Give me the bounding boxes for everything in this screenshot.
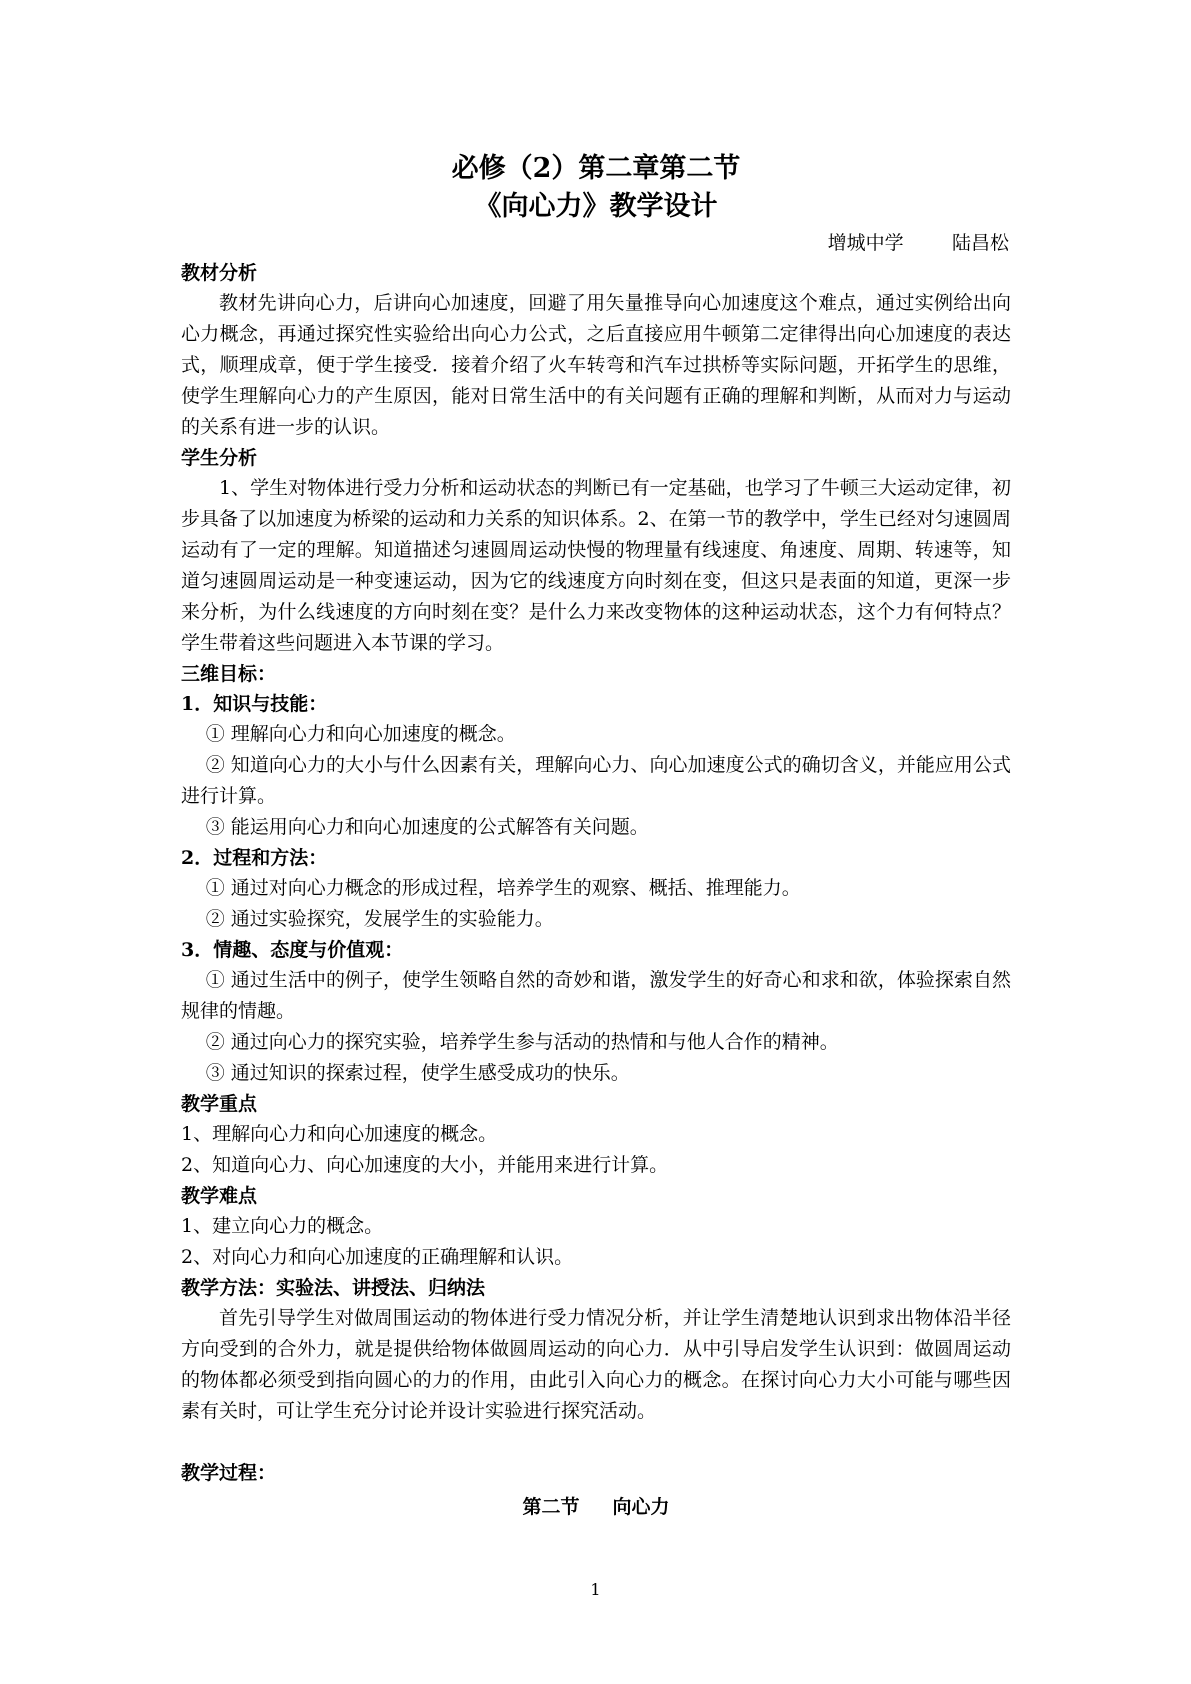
heading-material-analysis: 教材分析 [181, 262, 258, 284]
heading-teaching-process: 教学过程： [181, 1462, 277, 1484]
page-number: 1 [590, 1580, 601, 1599]
heading-difficult-points: 教学难点 [181, 1185, 258, 1207]
goal-attitude-item-1: ① 通过生活中的例子，使学生领略自然的奇妙和谐，激发学生的好奇心和求和欲，体验探索自然规律的情趣。 [181, 969, 1011, 1022]
goal-process-item-2: ② 通过实验探究，发展学生的实验能力。 [205, 908, 554, 930]
section-title: 第二节 向心力 [522, 1496, 670, 1518]
difficult-point-item-2: 2、对向心力和向心加速度的正确理解和认识。 [181, 1246, 574, 1268]
goal-knowledge-item-1: ① 理解向心力和向心加速度的概念。 [205, 723, 516, 745]
paragraph-teaching-method: 首先引导学生对做周围运动的物体进行受力情况分析，并让学生清楚地认识到求出物体沿半径方向受到的合外力，就是提供给物体做圆周运动的向心力．从中引导启发学生认识到：做圆周运动的物体都必须受到指向圆心的力的作用，由此引入向心力的概念。在探讨向心力大小可能与哪些因素有关时，可让学生充分讨论并设计实验进行探究活动。 [181, 1307, 1011, 1422]
title-line-2: 《向心力》教学设计 [474, 191, 718, 222]
goal-knowledge-item-2: ② 知道向心力的大小与什么因素有关，理解向心力、向心加速度公式的确切含义，并能应用公式进行计算。 [181, 754, 1011, 807]
heading-key-points: 教学重点 [181, 1093, 258, 1115]
heading-teaching-method: 教学方法：实验法、讲授法、归纳法 [181, 1277, 486, 1299]
key-point-item-1: 1、理解向心力和向心加速度的概念。 [181, 1123, 498, 1145]
spacer [181, 1427, 1011, 1458]
paragraph-student-analysis: 1、学生对物体进行受力分析和运动状态的判断已有一定基础，也学习了牛顿三大运动定律，初步具备了以加速度为桥梁的运动和力关系的知识体系。2、在第一节的教学中，学生已经对匀速圆周运动有了一定的理解。知道描述匀速圆周运动快慢的物理量有线速度、角速度、周期、转速等，知道匀速圆周运动是一种变速运动，因为它的线速度方向时刻在变，但这只是表面的知道，更深一步来分析，为什么线速度的方向时刻在变？是什么力来改变物体的这种运动状态，这个力有何特点？学生带着这些问题进入本节课的学习。 [181, 477, 1011, 654]
paragraph-material-analysis: 教材先讲向心力，后讲向心加速度，回避了用矢量推导向心加速度这个难点，通过实例给出向心力概念，再通过探究性实验给出向心力公式，之后直接应用牛顿第二定律得出向心加速度的表达式，顺理成章，便于学生接受．接着介绍了火车转弯和汽车过拱桥等实际问题，开拓学生的思维，使学生理解向心力的产生原因，能对日常生活中的有关问题有正确的理解和判断，从而对力与运动的关系有进一步的认识。 [181, 292, 1011, 438]
difficult-point-item-1: 1、建立向心力的概念。 [181, 1215, 384, 1237]
author-line: 增城中学 陆昌松 [827, 232, 1009, 254]
goal-process-item-1: ① 通过对向心力概念的形成过程，培养学生的观察、概括、推理能力。 [205, 877, 801, 899]
heading-three-goals: 三维目标： [181, 663, 277, 685]
heading-student-analysis: 学生分析 [181, 447, 258, 469]
key-point-item-2: 2、知道向心力、向心加速度的大小，并能用来进行计算。 [181, 1154, 669, 1176]
heading-goal-process: 2．过程和方法： [181, 847, 328, 869]
title-line-1: 必修（2）第二章第二节 [451, 153, 741, 184]
heading-goal-knowledge: 1．知识与技能： [181, 693, 328, 715]
goal-attitude-item-2: ② 通过向心力的探究实验，培养学生参与活动的热情和与他人合作的精神。 [205, 1031, 839, 1053]
goal-knowledge-item-3: ③ 能运用向心力和向心加速度的公式解答有关问题。 [205, 816, 649, 838]
heading-goal-attitude: 3．情趣、态度与价值观： [181, 939, 404, 961]
document-body [181, 150, 1011, 1523]
goal-attitude-item-3: ③ 通过知识的探索过程，使学生感受成功的快乐。 [205, 1062, 630, 1084]
